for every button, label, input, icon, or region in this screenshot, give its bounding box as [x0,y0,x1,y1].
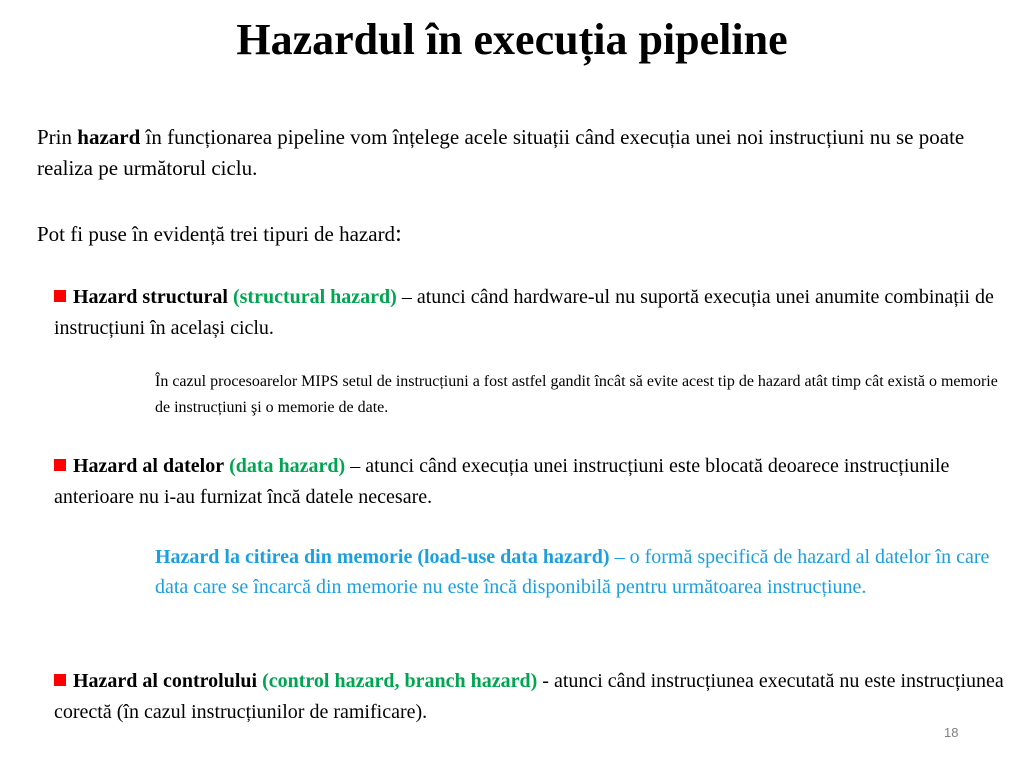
slide-title: Hazardul în execuția pipeline [236,15,788,64]
lead-paragraph [37,219,997,249]
hazard-english: (data hazard) [229,455,346,477]
bullet-control-hazard [54,666,1004,728]
red-square-bullet-icon [54,674,66,686]
intro-paragraph [37,122,997,184]
intro-term: hazard [77,125,141,149]
hazard-description: – atunci când hardware-ul nu suportă execuția unei anumite combinații de instrucțiuni în același ciclu. [54,286,994,339]
page-number: 18 [944,725,959,740]
hazard-name: Hazard structural [73,286,228,308]
hazard-english: (structural hazard) [232,286,397,308]
load-use-hazard-note [155,542,1005,602]
lead-text: Pot fi puse în evidență trei tipuri de hazard [37,222,396,246]
hazard-name: Hazard al datelor [73,455,225,477]
mips-note: În cazul procesoarelor MIPS setul de instrucțiuni a fost astfel gandit încât să evite acest tip de hazard atât timp cât există o memorie de instrucțiuni şi o memorie de date. [155,373,998,416]
hazard-description: – atunci când execuția unei instrucțiuni este blocată deoarece instrucțiunile anterioare nu i-au furnizat încă datele necesare. [54,455,950,508]
red-square-bullet-icon [54,290,66,302]
hazard-english: (control hazard, branch hazard) [262,670,538,692]
intro-rest: în funcționarea pipeline vom înțelege acele situații când execuția unei noi instrucțiuni nu se poate realiza pe următorul ciclu. [37,125,965,180]
bullet-structural-hazard [54,282,1004,344]
intro-prefix: Prin [37,125,78,149]
red-square-bullet-icon [54,459,66,471]
lead-colon: : [395,221,402,247]
load-use-name: Hazard la citirea din memorie (load-use data hazard) [155,546,610,568]
hazard-name: Hazard al controlului [73,670,258,692]
hazard-description: - atunci când instrucțiunea executată nu este instrucțiunea corectă (în cazul instrucțiunilor de ramificare). [54,670,1004,723]
load-use-description: – o formă specifică de hazard al datelor în care data care se încarcă din memorie nu este încă disponibilă pentru următoarea instrucțiune. [155,546,990,598]
bullet-data-hazard [54,451,1004,513]
